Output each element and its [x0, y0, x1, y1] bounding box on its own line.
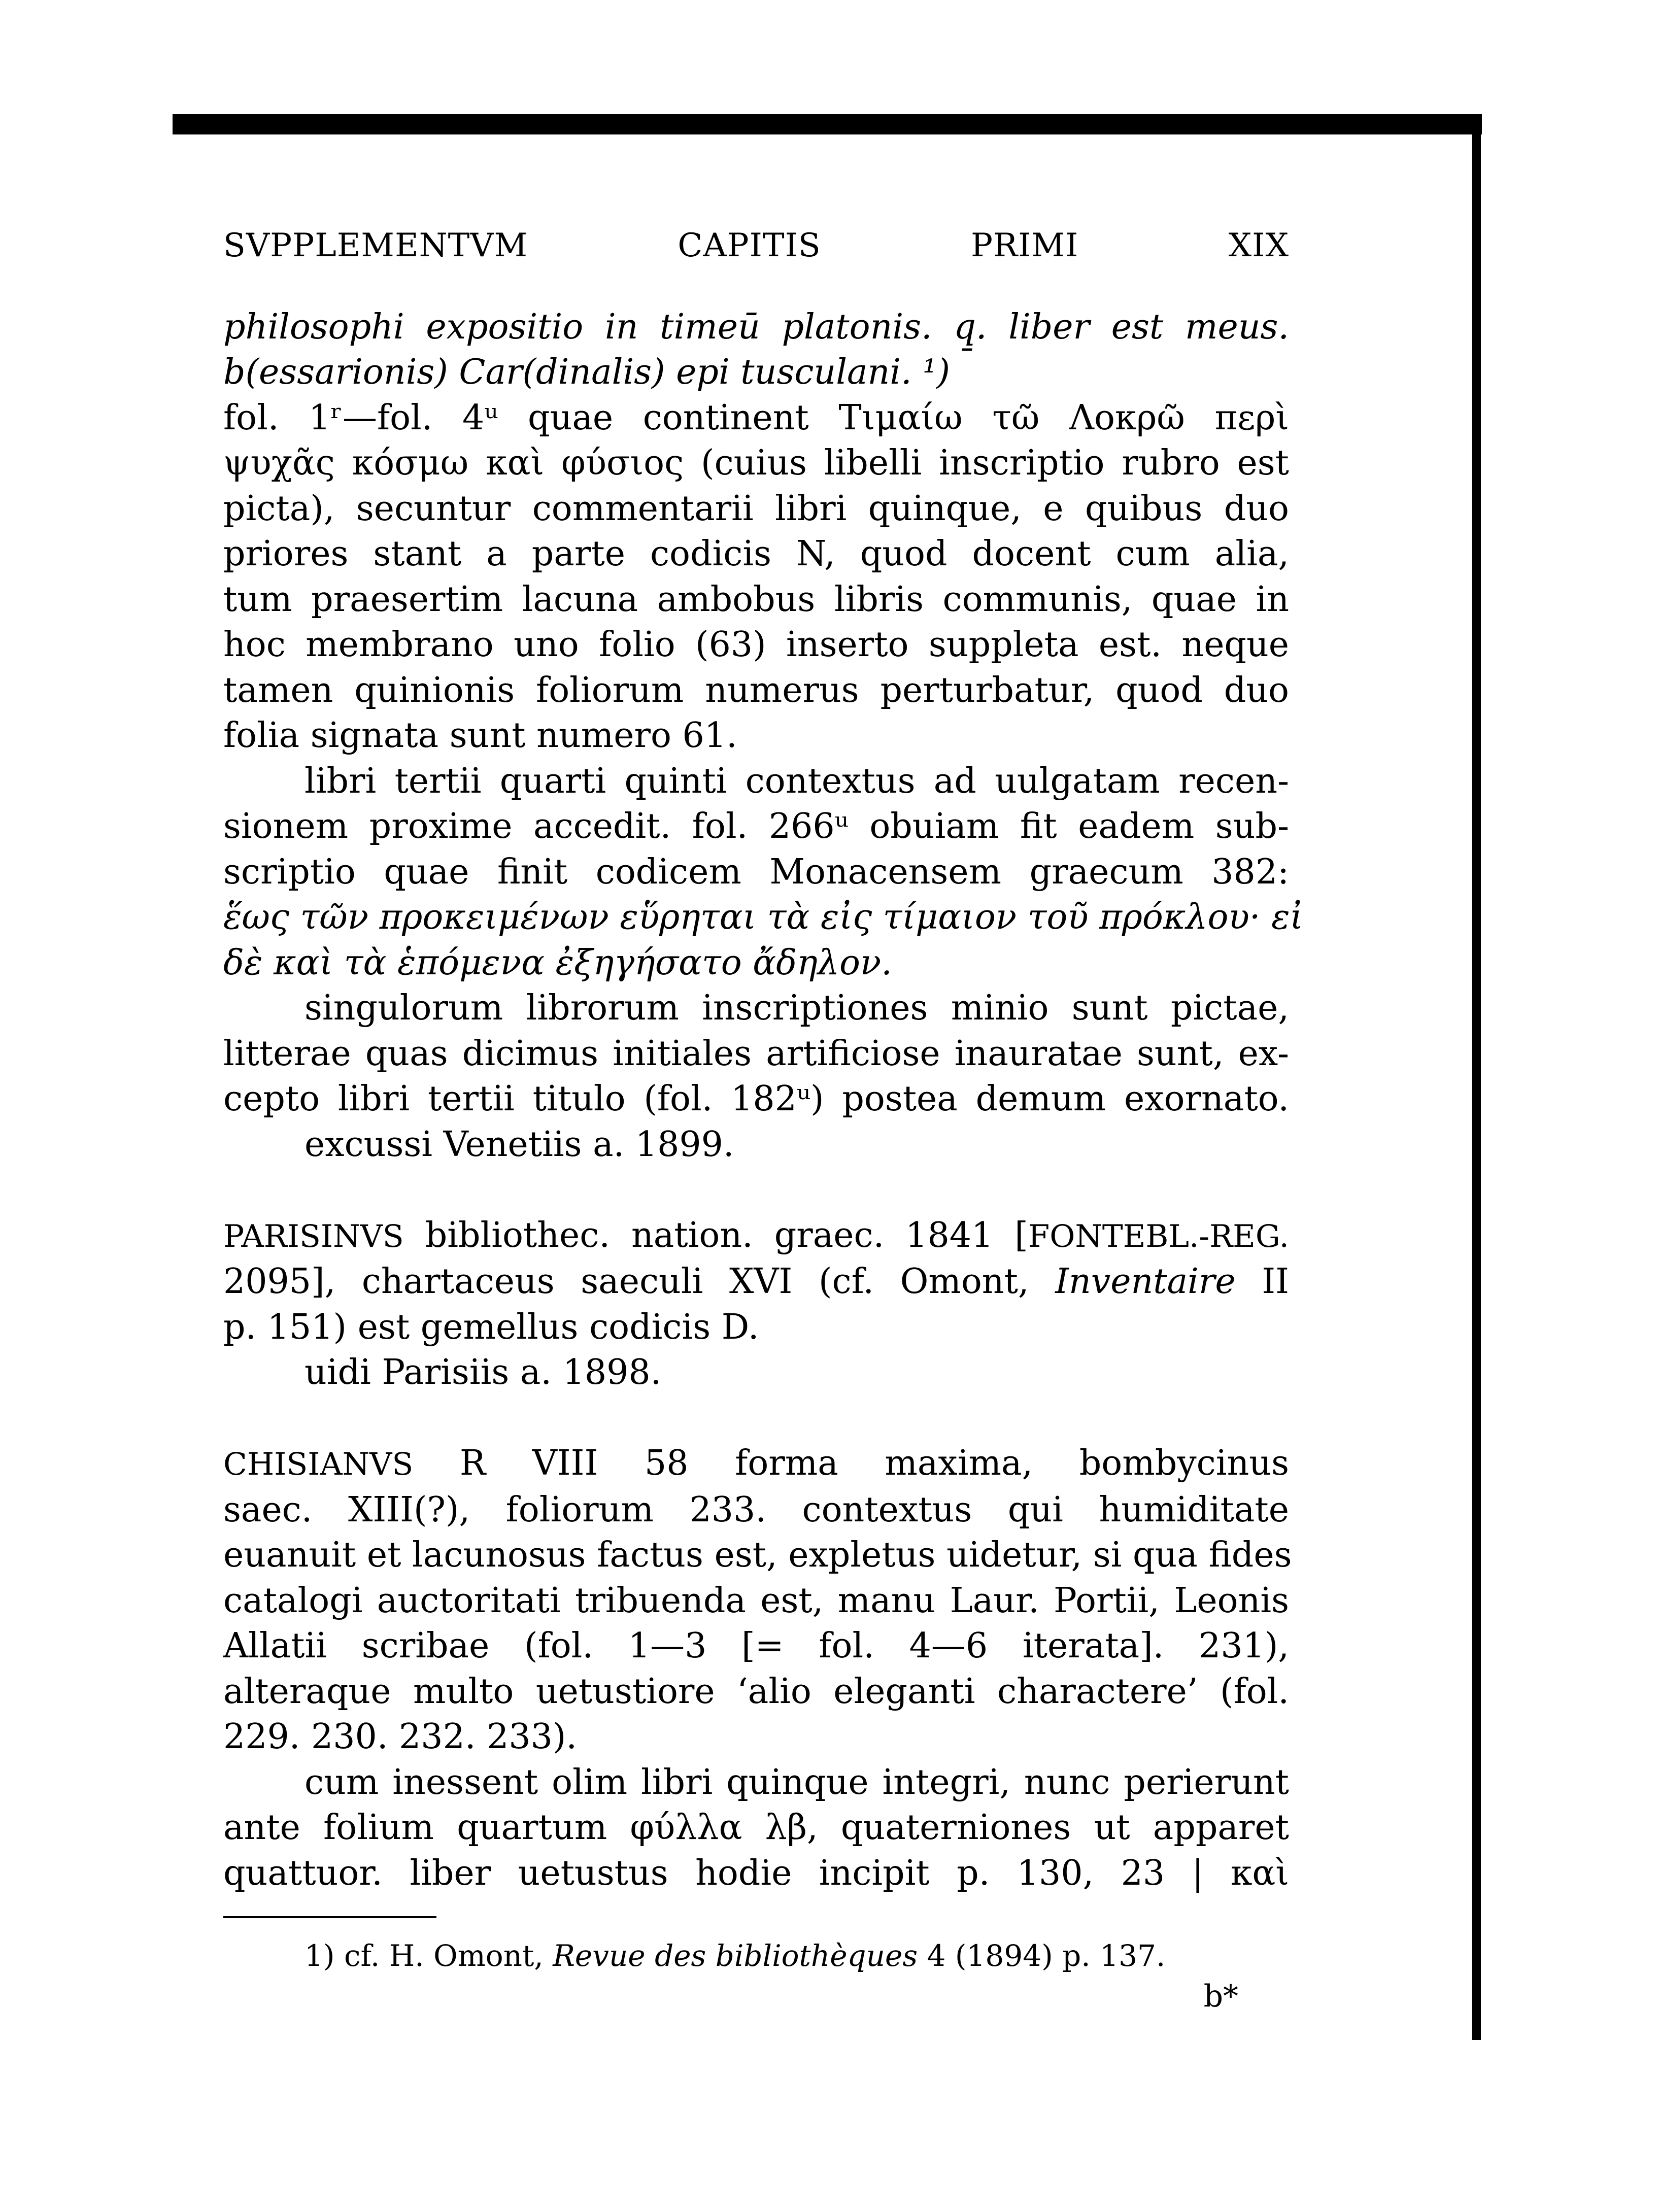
text-line: tum praesertim lacuna ambobus libris communis, quae in	[223, 579, 1289, 620]
manuscript-name: PARISINVS	[223, 1218, 404, 1254]
footnote-journal: Revue des bibliothèques	[553, 1938, 918, 1973]
manuscript-name: CHISIANVS	[223, 1446, 414, 1482]
text-line: priores stant a parte codicis N, quod docent cum alia,	[223, 534, 1289, 574]
page-text	[223, 223, 1304, 2017]
text-line: 229. 230. 232. 233).	[223, 1717, 577, 1757]
text-line: cum inessent olim libri quinque integri, nunc perierunt	[304, 1762, 1289, 1802]
text-run: bibliothec. nation. graec. 1841 [	[403, 1215, 1028, 1255]
spacer	[223, 1396, 1289, 1441]
text-line: excussi Venetiis a. 1899.	[304, 1124, 734, 1165]
text-line: euanuit et lacunosus factus est, expletus uidetur, si qua fides	[223, 1535, 1292, 1575]
running-title: SVPPLEMENTVM CAPITIS PRIMI	[223, 227, 1079, 264]
text-line: uidi Parisiis a. 1898.	[304, 1352, 662, 1392]
text-line: litterae quas dicimus initiales artificiose inauratae sunt, ex-	[223, 1033, 1289, 1074]
right-edge-rule	[1472, 122, 1481, 2040]
text-line: quattuor. liber uetustus hodie incipit p. 130, 23 | καὶ	[223, 1853, 1289, 1893]
text-run: 2095], chartaceus saeculi XVI (cf. Omont,	[223, 1262, 1056, 1302]
running-head	[223, 223, 1289, 269]
spacer	[223, 269, 1289, 304]
text-line: libri tertii quarti quinti contextus ad uulgatam recen-	[304, 761, 1289, 801]
text-line: singulorum librorum inscriptiones minio sunt pictae,	[304, 988, 1289, 1028]
text-line: alteraque multo uetustiore ‘alio eleganti charactere’ (fol.	[223, 1671, 1289, 1712]
text-line: ante folium quartum φύλλα λβ, quaterniones ut apparet	[223, 1808, 1289, 1848]
text-line	[223, 1259, 1289, 1305]
text-line: ψυχᾶς κόσμω καὶ φύσιος (cuius libelli inscriptio rubro est	[223, 443, 1289, 483]
footnote-prefix: 1) cf. H. Omont,	[304, 1938, 553, 1973]
greek-line: ἕως τῶν προκειμένων εὕρηται τὰ εἰς τίμαιον τοῦ πρόκλου· εἰ	[223, 897, 1304, 937]
text-line: tamen quinionis foliorum numerus perturbatur, quod duo	[223, 670, 1289, 710]
entry-heading-line	[223, 1441, 1289, 1487]
text-run: R VIII 58 forma maxima, bombycinus	[413, 1443, 1289, 1483]
top-rule	[173, 114, 1482, 134]
text-line: philosophi expositio in timeū platonis. q̱. liber est meus.	[223, 307, 1289, 347]
footnote	[223, 1935, 1289, 1976]
text-line: picta), secuntur commentarii libri quinque, e quibus duo	[223, 488, 1289, 529]
greek-line: δὲ καὶ τὰ ἑπόμενα ἐξηγήσατο ἄδηλον.	[223, 942, 892, 983]
spacer	[223, 1167, 1289, 1213]
text-line: fol. 1ʳ—fol. 4ᵘ quae continent Τιμαίω τῶ Λοκρῶ περὶ	[223, 397, 1289, 438]
shelfmark: FONTEBL.-REG.	[1028, 1218, 1289, 1254]
signature-mark: b*	[1203, 1979, 1238, 2014]
text-line: Allatii scribae (fol. 1—3 [= fol. 4—6 iterata]. 231),	[223, 1626, 1289, 1666]
text-line: catalogi auctoritati tribuenda est, manu Laur. Portii, Leonis	[223, 1580, 1289, 1621]
footnote-rule	[223, 1916, 436, 1918]
text-line: cepto libri tertii titulo (fol. 182ᵘ) postea demum exornato.	[223, 1079, 1289, 1119]
text-run: II	[1235, 1262, 1290, 1302]
text-line: b(essarionis) Car(dinalis) epi tusculani. ¹)	[223, 352, 951, 392]
text-line: folia signata sunt numero 61.	[223, 716, 737, 756]
page-number: XIX	[1228, 227, 1290, 264]
footnote-suffix: 4 (1894) p. 137.	[918, 1938, 1166, 1973]
text-line: saec. XIII(?), foliorum 233. contextus qui humiditate	[223, 1489, 1289, 1530]
text-line: scriptio quae finit codicem Monacensem graecum 382:	[223, 852, 1289, 892]
citation-title: Inventaire	[1055, 1262, 1236, 1302]
text-line: hoc membrano uno folio (63) inserto suppleta est. neque	[223, 625, 1289, 665]
entry-heading-line	[223, 1213, 1289, 1260]
text-line: sionem proxime accedit. fol. 266ᵘ obuiam fit eadem sub-	[223, 806, 1289, 846]
text-line: p. 151) est gemellus codicis D.	[223, 1307, 759, 1347]
